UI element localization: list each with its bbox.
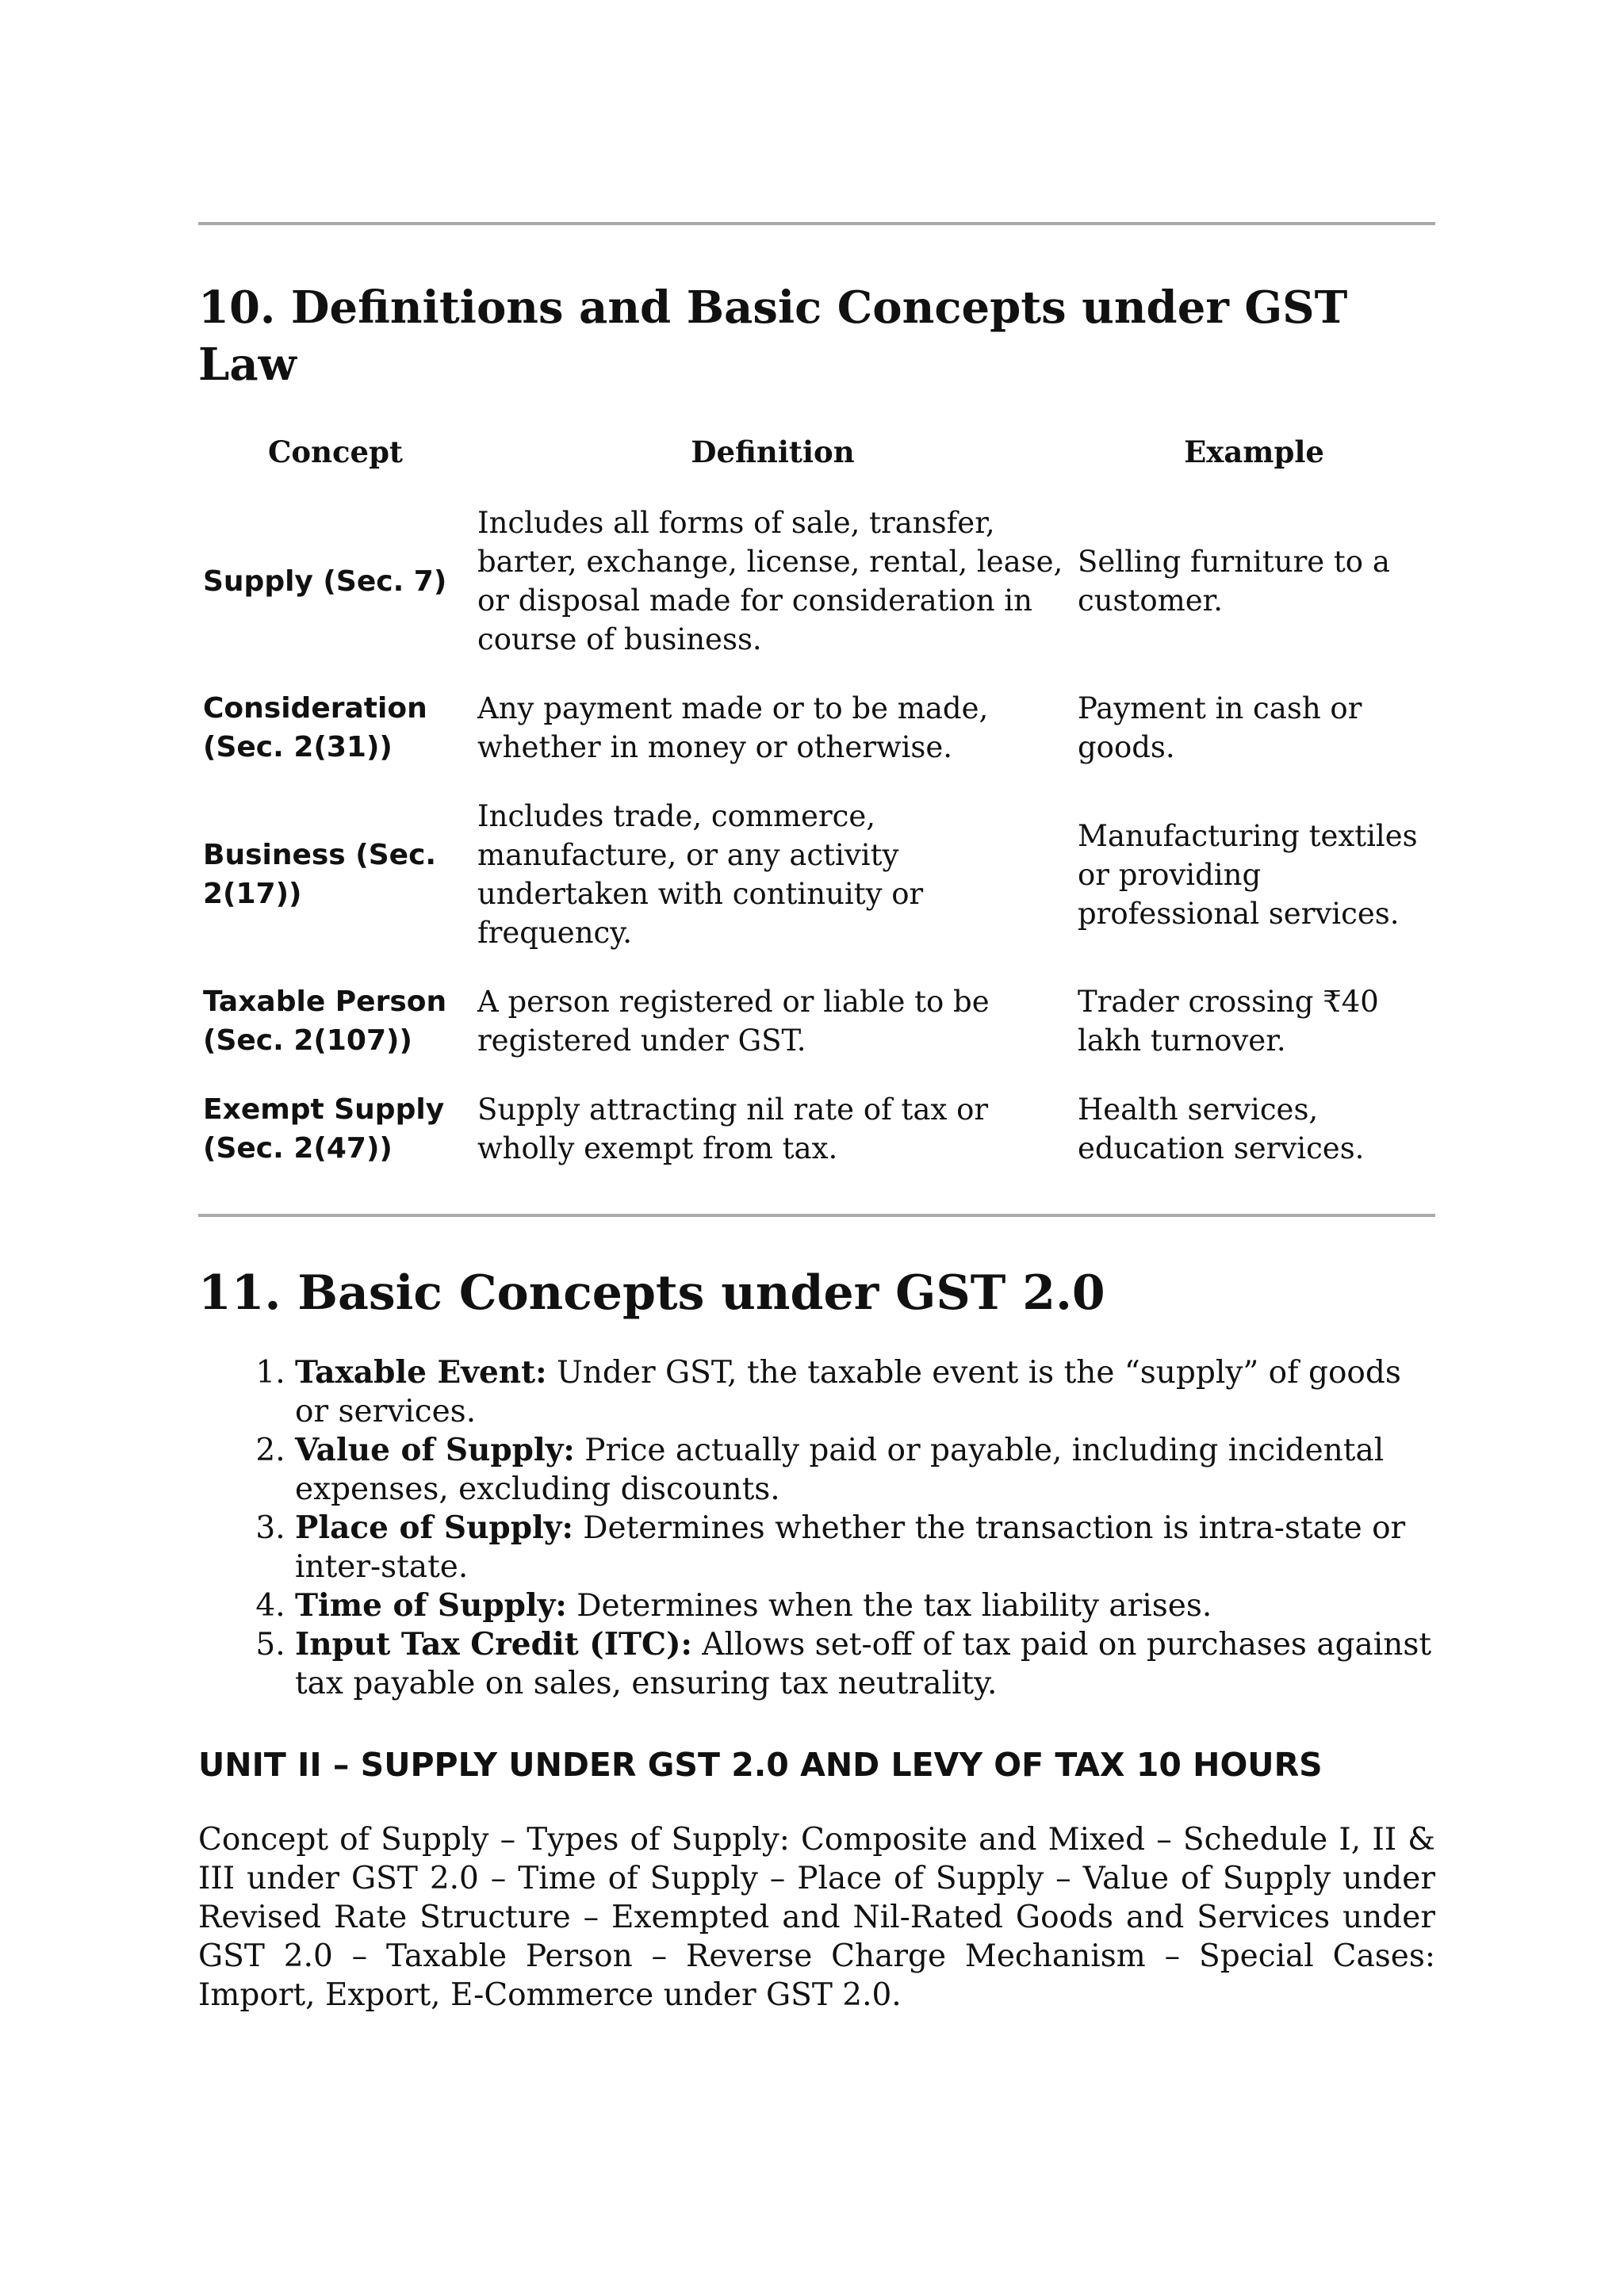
definition-cell: Supply attracting nil rate of tax or wholly exempt from tax. — [477, 1093, 989, 1165]
header-concept: Concept — [267, 434, 404, 469]
concept-cell: Taxable Person (Sec. 2(107)) — [203, 985, 447, 1057]
table-row — [198, 689, 1435, 797]
list-item-text: Allows set-off of tax paid on purchases against tax payable on sales, ensuring tax neutrality. — [295, 1627, 1432, 1701]
example-cell: Payment in cash or goods. — [1078, 691, 1362, 764]
middle-divider — [198, 1214, 1435, 1217]
table-row — [198, 797, 1435, 982]
section-10-title: 10. Definitions and Basic Concepts under GST Law — [198, 281, 1348, 391]
unit-2-heading: UNIT II – SUPPLY UNDER GST 2.0 AND LEVY OF TAX 10 HOURS — [198, 1746, 1323, 1784]
concept-cell: Supply (Sec. 7) — [203, 564, 447, 598]
header-example: Example — [1184, 434, 1324, 469]
list-item-term: Time of Supply: — [295, 1587, 567, 1624]
definitions-table — [198, 433, 1435, 1168]
table-header-row — [198, 433, 1435, 503]
definition-cell: Includes all forms of sale, transfer, barter, exchange, license, rental, lease, or disposal made for consideration in course of business. — [477, 506, 1063, 656]
list-item-text: Under GST, the taxable event is the “supply” of goods or services. — [295, 1355, 1401, 1429]
concept-cell: Business (Sec. 2(17)) — [203, 839, 437, 910]
top-divider — [198, 222, 1435, 225]
example-cell: Health services, education services. — [1078, 1093, 1365, 1165]
list-item — [295, 1625, 1435, 1703]
list-item — [295, 1431, 1435, 1509]
section-11-title: 11. Basic Concepts under GST 2.0 — [198, 1265, 1105, 1321]
list-item-text: Determines whether the transaction is intra-state or inter-state. — [295, 1510, 1406, 1585]
list-item — [295, 1586, 1435, 1625]
definition-cell: Includes trade, commerce, manufacture, or any activity undertaken with continuity or frequency. — [477, 799, 924, 950]
definition-cell: A person registered or liable to be registered under GST. — [477, 985, 990, 1058]
list-item-text: Determines when the tax liability arises. — [576, 1588, 1212, 1624]
concept-cell: Consideration (Sec. 2(31)) — [203, 692, 427, 763]
list-item-term: Place of Supply: — [295, 1510, 573, 1546]
basic-concepts-list — [198, 1353, 1435, 1703]
example-cell: Trader crossing ₹40 lakh turnover. — [1078, 985, 1379, 1058]
example-cell: Manufacturing textiles or providing professional services. — [1078, 818, 1418, 931]
list-item-term: Taxable Event: — [295, 1354, 547, 1391]
table-row — [198, 1090, 1435, 1168]
list-item — [295, 1353, 1435, 1431]
list-item-text: Price actually paid or payable, including incidental expenses, excluding discounts. — [295, 1433, 1385, 1507]
concept-cell: Exempt Supply (Sec. 2(47)) — [203, 1093, 445, 1165]
unit-2-syllabus: Concept of Supply – Types of Supply: Composite and Mixed – Schedule I, II & III under GST 2.0 – Time of Supply – Place of Supply – Value of Supply under Revised Rate Structure – Exempted and Nil-Rated Goods and Services under GST 2.0 – Taxable Person – Reverse Charge Mechanism – Special Cases: Import, Export, E-Commerce under GST 2.0. — [198, 1822, 1435, 2013]
list-item-term: Value of Supply: — [295, 1432, 575, 1468]
list-item-term: Input Tax Credit (ITC): — [295, 1626, 692, 1663]
table-row — [198, 503, 1435, 689]
definition-cell: Any payment made or to be made, whether in money or otherwise. — [477, 691, 989, 764]
list-item — [295, 1509, 1435, 1586]
header-definition: Definition — [691, 434, 855, 469]
example-cell: Selling furniture to a customer. — [1078, 545, 1390, 618]
table-row — [198, 982, 1435, 1090]
document-page — [198, 0, 1435, 2015]
